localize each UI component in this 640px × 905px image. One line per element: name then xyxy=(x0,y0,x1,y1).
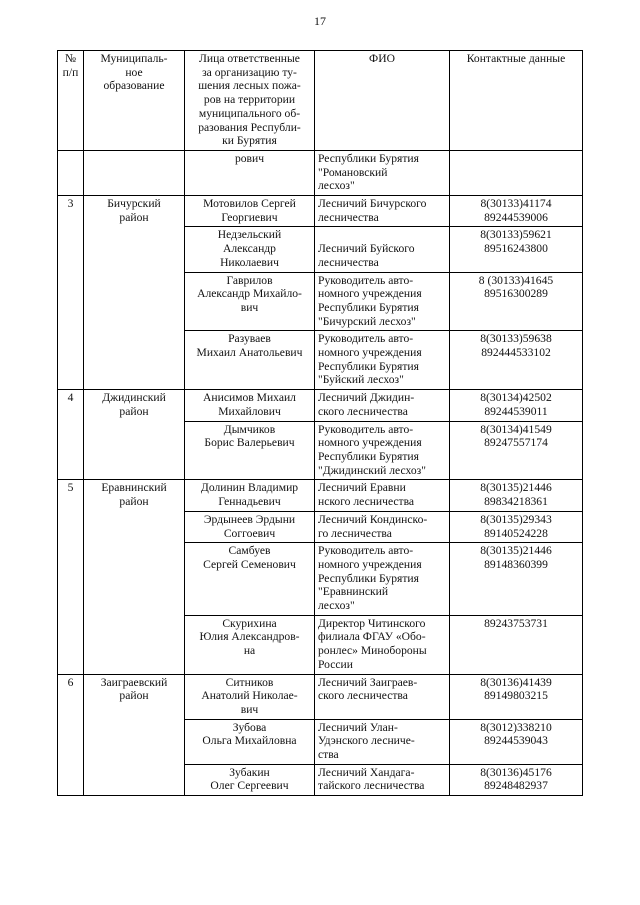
header-responsible xyxy=(185,51,315,151)
num-cell xyxy=(58,674,84,796)
cell-line: 8(30134)42502 xyxy=(480,391,552,405)
cell-line: Директор Читинского xyxy=(318,616,426,630)
person-cell xyxy=(185,150,315,195)
cell-line: номного учреждения xyxy=(318,287,422,301)
cell-line: Руководитель авто- xyxy=(318,422,414,436)
contacts-cell xyxy=(450,272,583,331)
cell-line: номного учреждения xyxy=(318,346,422,360)
cell-line: Ситников xyxy=(225,675,274,689)
cell-line: образование xyxy=(103,79,165,93)
cell-line: Лесничий Буйского xyxy=(318,242,415,256)
cell-line: 8(30136)45176 xyxy=(480,765,552,779)
contacts-cell xyxy=(450,390,583,421)
cell-line: Скурихина xyxy=(222,616,277,630)
header-contacts xyxy=(450,51,583,151)
cell-line: 6 xyxy=(67,675,74,689)
cell-line: го лесничества xyxy=(318,526,392,540)
cell-line: филиала ФГАУ «Обо- xyxy=(318,630,426,644)
table-row xyxy=(58,480,583,511)
person-cell xyxy=(185,480,315,511)
cell-line: район xyxy=(119,495,149,509)
cell-line: "Бичурский лесхоз" xyxy=(318,314,416,328)
person-cell xyxy=(185,511,315,542)
person-cell xyxy=(185,331,315,390)
table-header-row xyxy=(58,51,583,151)
cell-line: 89148360399 xyxy=(484,557,548,571)
cell-line: Контактные данные xyxy=(466,52,566,65)
cell-line: "Буйский лесхоз" xyxy=(318,373,404,387)
cell-line: Долинин Владимир xyxy=(200,481,299,495)
cell-line: Недзельский xyxy=(217,228,282,242)
cell-line: Дымчиков xyxy=(223,422,276,436)
municipality-cell xyxy=(84,674,185,796)
cell-line: п/п xyxy=(62,65,79,79)
cell-line: лесничества xyxy=(318,210,379,224)
cell-line: ства xyxy=(318,748,339,762)
cell-line: "Джидинский лесхоз" xyxy=(318,463,426,477)
table-row xyxy=(58,196,583,227)
contacts-cell xyxy=(450,543,583,616)
header-num xyxy=(58,51,84,151)
cell-line: ронлес» Минобороны xyxy=(318,644,427,658)
cell-line: ное xyxy=(125,65,143,79)
table-body xyxy=(58,150,583,795)
cell-line: рович xyxy=(234,151,265,165)
table-row xyxy=(58,674,583,719)
cell-line: 89247557174 xyxy=(484,436,548,450)
position-cell xyxy=(315,674,450,719)
contacts-cell xyxy=(450,764,583,795)
person-cell xyxy=(185,543,315,616)
cell-line: 8(30135)21446 xyxy=(480,544,552,558)
cell-line: Удэнского лесниче- xyxy=(318,734,415,748)
person-cell xyxy=(185,227,315,272)
header-fio xyxy=(315,51,450,151)
cell-line: 4 xyxy=(67,391,74,405)
cell-line: 89244539006 xyxy=(484,210,548,224)
cell-line: Лесничий Кондинско- xyxy=(318,512,428,526)
cell-line: 89516300289 xyxy=(484,287,548,301)
cell-line: вич xyxy=(240,300,259,314)
cell-line: Лесничий Заиграев- xyxy=(318,675,418,689)
cell-line: Джидинский xyxy=(102,391,166,405)
contacts-cell xyxy=(450,719,583,764)
position-cell xyxy=(315,272,450,331)
cell-line: 89244539043 xyxy=(484,734,548,748)
cell-line: лесхоз" xyxy=(318,179,355,193)
cell-line: 8(30134)41549 xyxy=(480,422,552,436)
person-cell xyxy=(185,196,315,227)
cell-line: Республики Бурятия xyxy=(318,300,419,314)
position-cell xyxy=(315,390,450,421)
cell-line: Анатолий Николае- xyxy=(201,689,298,703)
municipality-cell xyxy=(84,150,185,195)
cell-line: шения лесных пожа- xyxy=(198,79,301,93)
cell-line: Георгиевич xyxy=(221,210,278,224)
cell-line: 3 xyxy=(67,197,74,211)
contacts-cell xyxy=(450,150,583,195)
cell-line: номного учреждения xyxy=(318,436,422,450)
cell-line: Лесничий Бичурского xyxy=(318,197,427,211)
person-cell xyxy=(185,421,315,480)
cell-line: лесничества xyxy=(318,255,379,269)
cell-line: Республики Бурятия xyxy=(318,151,419,165)
cell-line: Мотовилов Сергей xyxy=(203,197,296,211)
cell-line: ФИО xyxy=(369,52,395,65)
person-cell xyxy=(185,390,315,421)
contacts-cell xyxy=(450,331,583,390)
cell-line: тайского лесничества xyxy=(318,779,425,793)
contacts-cell xyxy=(450,227,583,272)
position-cell xyxy=(315,511,450,542)
position-cell xyxy=(315,480,450,511)
person-cell xyxy=(185,764,315,795)
position-cell xyxy=(315,421,450,480)
cell-line: Муниципаль- xyxy=(100,52,168,65)
cell-line: Ольга Михайловна xyxy=(202,734,297,748)
position-cell xyxy=(315,543,450,616)
header-municipality xyxy=(84,51,185,151)
cell-line: Самбуев xyxy=(228,544,271,558)
cell-line: 89243753731 xyxy=(484,616,548,630)
person-cell xyxy=(185,615,315,674)
cell-line: Лица ответственные xyxy=(199,52,300,65)
cell-line: Разуваев xyxy=(228,332,271,346)
cell-line: муниципального об- xyxy=(198,106,301,120)
cell-line: нского лесничества xyxy=(318,495,415,509)
position-cell xyxy=(315,764,450,795)
table-row xyxy=(58,390,583,421)
cell-line: Геннадьевич xyxy=(218,495,281,509)
cell-line: разования Республи- xyxy=(198,120,301,134)
cell-line: ки Бурятия xyxy=(222,134,277,148)
cell-line: Заиграевский xyxy=(100,675,168,689)
num-cell xyxy=(58,196,84,390)
cell-line: вич xyxy=(240,702,259,716)
cell-line: 8(30135)21446 xyxy=(480,481,552,495)
cell-line: 89248482937 xyxy=(484,779,548,793)
cell-line: на xyxy=(243,644,256,658)
cell-line: Лесничий Еравни xyxy=(318,481,406,495)
cell-line: ского лесничества xyxy=(318,404,408,418)
num-cell xyxy=(58,390,84,480)
cell-line xyxy=(318,228,446,242)
cell-line: лесхоз" xyxy=(318,599,355,613)
cell-line: 5 xyxy=(67,481,74,495)
contacts-cell xyxy=(450,615,583,674)
contacts-cell xyxy=(450,511,583,542)
contacts-cell xyxy=(450,196,583,227)
cell-line: Зубова xyxy=(232,720,267,734)
cell-line: Республики Бурятия xyxy=(318,359,419,373)
municipality-cell xyxy=(84,196,185,390)
cell-line: ского лесничества xyxy=(318,689,408,703)
contacts-cell xyxy=(450,421,583,480)
cell-line: Республики Бурятия xyxy=(318,449,419,463)
position-cell xyxy=(315,150,450,195)
position-cell xyxy=(315,196,450,227)
cell-line: Бичурский xyxy=(107,197,161,211)
position-cell xyxy=(315,615,450,674)
position-cell xyxy=(315,719,450,764)
cell-line: Руководитель авто- xyxy=(318,273,414,287)
cell-line: Республики Бурятия xyxy=(318,571,419,585)
cell-line: 8(30133)59638 xyxy=(480,332,552,346)
position-cell xyxy=(315,227,450,272)
cell-line: России xyxy=(318,657,353,671)
cell-line: 89516243800 xyxy=(484,242,548,256)
cell-line: 89149803215 xyxy=(484,689,548,703)
cell-line: № xyxy=(64,52,77,65)
cell-line: Сергей Семенович xyxy=(203,557,296,571)
cell-line: 8(30135)29343 xyxy=(480,512,552,526)
person-cell xyxy=(185,719,315,764)
cell-line: 8(30136)41439 xyxy=(480,675,552,689)
cell-line: Лесничий Хандага- xyxy=(318,765,415,779)
contacts-cell xyxy=(450,674,583,719)
cell-line: 892444533102 xyxy=(481,346,551,360)
contacts-cell xyxy=(450,480,583,511)
page-number: 17 xyxy=(314,14,326,28)
cell-line: Руководитель авто- xyxy=(318,332,414,346)
cell-line: Олег Сергеевич xyxy=(210,779,289,793)
cell-line: "Романовский xyxy=(318,165,388,179)
cell-line: район xyxy=(119,210,149,224)
cell-line: 8(3012)338210 xyxy=(480,720,552,734)
cell-line: Михайлович xyxy=(218,404,281,418)
cell-line: Еравнинский xyxy=(101,481,167,495)
cell-line: 8(30133)59621 xyxy=(480,228,552,242)
cell-line: номного учреждения xyxy=(318,557,422,571)
cell-line: 8 (30133)41645 xyxy=(478,273,554,287)
cell-line: Анисимов Михаил xyxy=(203,391,296,405)
cell-line: Лесничий Улан- xyxy=(318,720,398,734)
table-row-continuation xyxy=(58,150,583,195)
cell-line: район xyxy=(119,689,149,703)
position-cell xyxy=(315,331,450,390)
cell-line: ров на территории xyxy=(203,93,296,107)
cell-line: Руководитель авто- xyxy=(318,544,414,558)
cell-line: Лесничий Джидин- xyxy=(318,391,415,405)
num-cell xyxy=(58,480,84,674)
cell-line: Гаврилов xyxy=(226,273,273,287)
cell-line: Борис Валерьевич xyxy=(204,436,295,450)
responsible-persons-table xyxy=(57,50,583,796)
cell-line: Михаил Анатольевич xyxy=(196,346,303,360)
cell-line: "Еравнинский xyxy=(318,585,389,599)
cell-line: 89140524228 xyxy=(484,526,548,540)
person-cell xyxy=(185,272,315,331)
cell-line: Зубакин xyxy=(229,765,270,779)
cell-line: за организацию ту- xyxy=(202,65,297,79)
num-cell xyxy=(58,150,84,195)
cell-line: район xyxy=(119,404,149,418)
municipality-cell xyxy=(84,390,185,480)
person-cell xyxy=(185,674,315,719)
cell-line: Александр xyxy=(223,242,276,256)
cell-line: 89244539011 xyxy=(484,404,548,418)
cell-line: Соггоевич xyxy=(223,526,276,540)
cell-line: Юлия Александров- xyxy=(199,630,300,644)
cell-line: 89834218361 xyxy=(484,495,548,509)
cell-line: Эрдынеев Эрдыни xyxy=(203,512,296,526)
cell-line: 8(30133)41174 xyxy=(480,197,552,211)
cell-line: Николаевич xyxy=(220,255,279,269)
cell-line: Александр Михайло- xyxy=(197,287,302,301)
municipality-cell xyxy=(84,480,185,674)
